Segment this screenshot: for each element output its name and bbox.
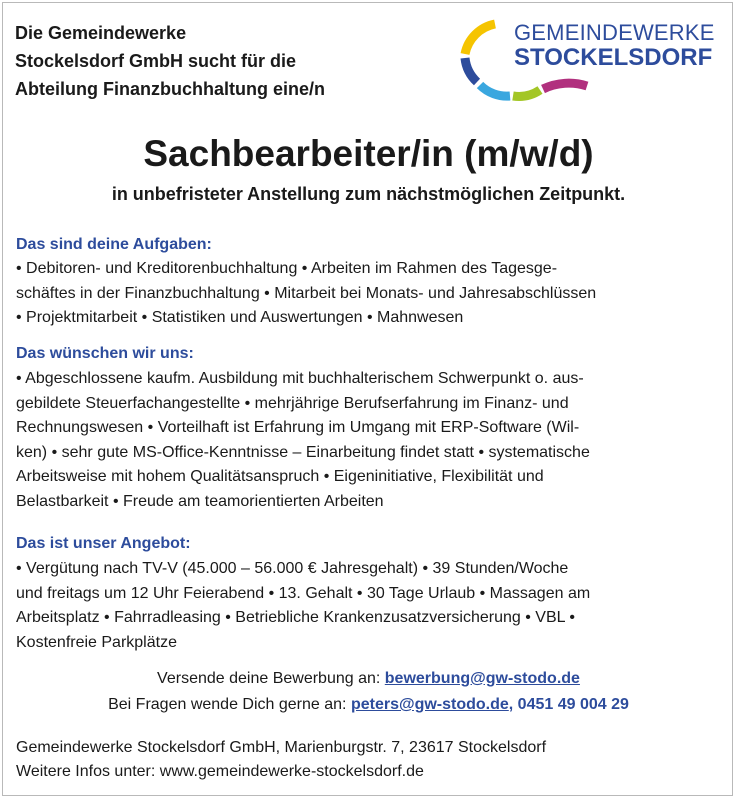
footer-website[interactable]: Weitere Infos unter: www.gemeindewerke-stockelsdorf.de (16, 763, 424, 780)
logo-text-bottom: STOCKELSDORF (514, 44, 713, 71)
tasks-line: • Debitoren- und Kreditorenbuchhaltung • Arbeiten im Rahmen des Tagesge- (16, 260, 558, 277)
offer-line: • Vergütung nach TV-V (45.000 – 56.000 € Jahresgehalt) • 39 Stunden/Woche (16, 560, 569, 577)
section-body-offer (16, 557, 716, 655)
footer (16, 736, 546, 784)
offer-line: Kostenfreie Parkplätze (16, 633, 177, 651)
intro-line-2: Stockelsdorf GmbH sucht für die (15, 51, 297, 71)
requirements-line: ken) • sehr gute MS-Office-Kenntnisse – Einarbeitung findet statt • systematische (16, 443, 590, 461)
intro-line-3: Abteilung Finanzbuchhaltung eine/n (15, 79, 325, 99)
footer-address: Gemeindewerke Stockelsdorf GmbH, Marienburgstr. 7, 23617 Stockelsdorf (16, 739, 547, 756)
job-title: Sachbearbeiter/in (m/w/d) (143, 133, 594, 174)
requirements-line: gebildete Steuerfachangestellte • mehrjährige Berufserfahrung im Finanz- und (16, 394, 569, 412)
logo-arc-purple (543, 83, 587, 89)
section-heading-requirements: Das wünschen wir uns: (16, 345, 194, 362)
section-body-requirements (16, 367, 716, 514)
offer-line: und freitags um 12 Uhr Feierabend • 13. Gehalt • 30 Tage Urlaub • Massagen am (16, 584, 591, 602)
questions-contact-line (0, 696, 737, 714)
section-heading-offer: Das ist unser Angebot: (16, 535, 191, 552)
requirements-line: Belastbarkeit • Freude am teamorientierten Arbeiten (16, 492, 384, 510)
questions-phone[interactable]: , 0451 49 004 29 (508, 696, 629, 713)
intro-text (15, 19, 325, 103)
tasks-line: • Projektmitarbeit • Statistiken und Auswertungen • Mahnwesen (16, 309, 464, 326)
questions-prefix: Bei Fragen wende Dich gerne an: (108, 696, 347, 713)
logo-arc-lightblue (480, 85, 510, 96)
requirements-line: Arbeitsweise mit hohem Qualitätsanspruch • Eigeninitiative, Flexibilität und (16, 468, 544, 485)
logo-text-top: GEMEINDEWERKE (514, 20, 715, 45)
tasks-line: schäftes in der Finanzbuchhaltung • Mitarbeit bei Monats- und Jahresabschlüssen (16, 284, 597, 302)
apply-email-link[interactable]: bewerbung@gw-stodo.de (384, 670, 580, 687)
job-subtitle: in unbefristeter Anstellung zum nächstmöglichen Zeitpunkt. (111, 184, 626, 204)
section-body-tasks (16, 257, 716, 331)
apply-prefix: Versende deine Bewerbung an: (157, 670, 381, 687)
offer-line: Arbeitsplatz • Fahrradleasing • Betriebliche Krankenzusatzversicherung • VBL • (16, 609, 575, 626)
requirements-line: • Abgeschlossene kaufm. Ausbildung mit buchhalterischem Schwerpunkt o. aus- (16, 370, 584, 387)
logo-arc-green (513, 90, 540, 96)
logo-arc-yellow (465, 24, 495, 54)
requirements-line: Rechnungswesen • Vorteilhaft ist Erfahrung im Umgang mit ERP-Software (Wil- (16, 419, 580, 436)
logo-arc-blue (465, 58, 477, 82)
questions-email-link[interactable]: peters@gw-stodo.de (350, 696, 509, 713)
section-heading-tasks: Das sind deine Aufgaben: (16, 236, 212, 253)
apply-contact-line (0, 670, 737, 688)
intro-line-1: Die Gemeindewerke (15, 23, 187, 43)
